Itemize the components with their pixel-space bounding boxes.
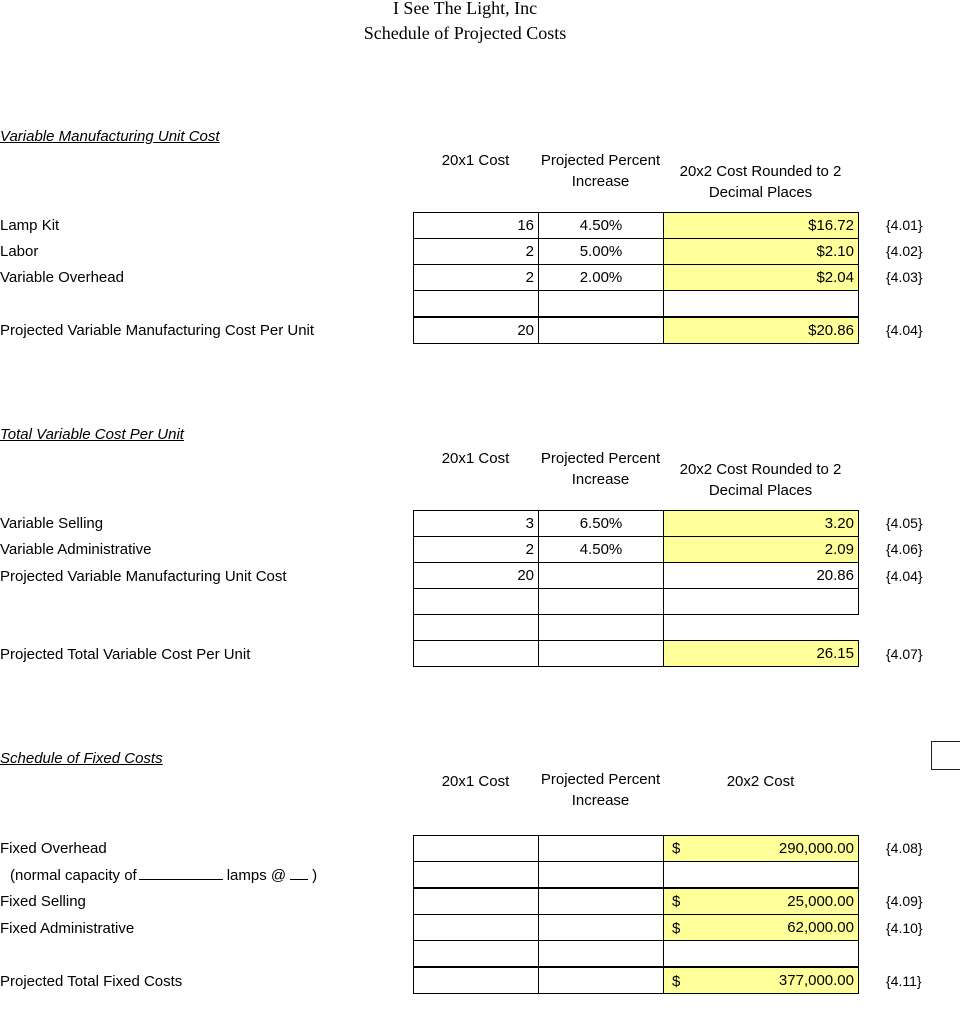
variable-selling-20x1[interactable]: 3 xyxy=(413,510,539,537)
tvc-col-pct: Projected Percent Increase xyxy=(540,450,661,488)
vmuc-total-label: Projected Variable Manufacturing Cost Per Unit xyxy=(0,322,315,339)
dollar-sign: $ xyxy=(672,893,681,910)
row-label-lamp-kit: Lamp Kit xyxy=(0,217,60,234)
fixed-col-20x1: 20x1 Cost xyxy=(441,773,510,790)
vmuc-total-20x1[interactable]: 20 xyxy=(413,317,539,344)
ref-variable-selling: {4.05} xyxy=(886,515,923,531)
vmuc-col-20x2: 20x2 Cost Rounded to 2 Decimal Places xyxy=(679,163,842,201)
empty-cell[interactable] xyxy=(538,588,664,615)
fixed-col-20x2: 20x2 Cost xyxy=(726,773,795,790)
variable-overhead-20x2[interactable]: $2.04 xyxy=(663,264,859,291)
vmuc-carry-20x2[interactable]: 20.86 xyxy=(663,562,859,589)
row-label-vmuc: Projected Variable Manufacturing Unit Cost xyxy=(0,568,287,585)
tvc-total-20x2[interactable]: 26.15 xyxy=(663,640,859,667)
empty-cell[interactable] xyxy=(413,614,539,641)
capacity-prefix: (normal capacity of xyxy=(10,867,137,884)
empty-cell[interactable] xyxy=(663,290,859,317)
row-label-variable-administrative: Variable Administrative xyxy=(0,541,152,558)
row-label-variable-selling: Variable Selling xyxy=(0,515,104,532)
schedule-title: Schedule of Projected Costs xyxy=(363,23,567,43)
variable-admin-20x1[interactable]: 2 xyxy=(413,536,539,563)
variable-admin-20x2[interactable]: 2.09 xyxy=(663,536,859,563)
tvc-total-label: Projected Total Variable Cost Per Unit xyxy=(0,646,251,663)
empty-cell[interactable] xyxy=(663,861,859,888)
vmuc-col-pct: Projected Percent Increase xyxy=(540,152,661,190)
empty-cell[interactable] xyxy=(538,614,664,641)
empty-cell[interactable] xyxy=(663,940,859,967)
empty-cell[interactable] xyxy=(413,967,539,994)
selected-cell-box[interactable] xyxy=(931,741,960,770)
empty-cell[interactable] xyxy=(538,317,664,344)
capacity-line xyxy=(10,867,317,884)
vmuc-carry-20x1[interactable]: 20 xyxy=(413,562,539,589)
tvc-col-20x2: 20x2 Cost Rounded to 2 Decimal Places xyxy=(679,461,842,499)
ref-fixed-admin: {4.10} xyxy=(886,920,923,936)
dollar-sign: $ xyxy=(672,920,681,937)
empty-cell[interactable] xyxy=(538,967,664,994)
vmuc-heading: Variable Manufacturing Unit Cost xyxy=(0,128,220,145)
capacity-blank[interactable] xyxy=(139,867,223,880)
ref-fixed-selling: {4.09} xyxy=(886,893,923,909)
variable-overhead-20x1[interactable]: 2 xyxy=(413,264,539,291)
row-label-variable-overhead: Variable Overhead xyxy=(0,269,124,286)
price-blank[interactable] xyxy=(290,867,308,880)
ref-variable-admin: {4.06} xyxy=(886,541,923,557)
capacity-suffix: ) xyxy=(312,867,318,884)
dollar-sign: $ xyxy=(672,840,681,857)
labor-20x1[interactable]: 2 xyxy=(413,238,539,265)
fixed-total-label: Projected Total Fixed Costs xyxy=(0,973,183,990)
labor-20x2[interactable]: $2.10 xyxy=(663,238,859,265)
ref-fixed-overhead: {4.08} xyxy=(886,840,923,856)
capacity-mid: lamps @ xyxy=(226,867,287,884)
empty-cell[interactable] xyxy=(413,290,539,317)
variable-admin-pct[interactable]: 4.50% xyxy=(538,536,664,563)
variable-overhead-pct[interactable]: 2.00% xyxy=(538,264,664,291)
empty-cell[interactable] xyxy=(413,940,539,967)
row-label-fixed-overhead: Fixed Overhead xyxy=(0,840,107,857)
empty-cell[interactable] xyxy=(663,588,859,615)
dollar-sign: $ xyxy=(672,973,681,990)
empty-cell[interactable] xyxy=(538,861,664,888)
fixed-heading: Schedule of Fixed Costs xyxy=(0,750,163,767)
empty-cell[interactable] xyxy=(413,914,539,941)
ref-vmuc-carry: {4.04} xyxy=(886,568,923,584)
variable-selling-pct[interactable]: 6.50% xyxy=(538,510,664,537)
empty-cell[interactable] xyxy=(413,588,539,615)
company-name: I See The Light, Inc xyxy=(392,0,538,18)
empty-cell[interactable] xyxy=(538,290,664,317)
vmuc-carry-pct[interactable] xyxy=(538,562,664,589)
ref-tvc-total: {4.07} xyxy=(886,646,923,662)
fixed-selling-20x2[interactable]: 25,000.00 xyxy=(663,888,859,915)
tvc-heading: Total Variable Cost Per Unit xyxy=(0,426,184,443)
variable-selling-20x2[interactable]: 3.20 xyxy=(663,510,859,537)
labor-pct[interactable]: 5.00% xyxy=(538,238,664,265)
empty-cell[interactable] xyxy=(538,835,664,862)
empty-cell[interactable] xyxy=(413,861,539,888)
vmuc-total-20x2[interactable]: $20.86 xyxy=(663,317,859,344)
fixed-total-20x2[interactable]: 377,000.00 xyxy=(663,967,859,994)
ref-labor: {4.02} xyxy=(886,243,923,259)
fixed-overhead-20x2[interactable]: 290,000.00 xyxy=(663,835,859,862)
ref-vmuc-total: {4.04} xyxy=(886,322,923,338)
lamp-kit-20x2[interactable]: $16.72 xyxy=(663,212,859,239)
vmuc-col-20x1: 20x1 Cost xyxy=(441,152,510,169)
fixed-admin-20x2[interactable]: 62,000.00 xyxy=(663,914,859,941)
row-label-fixed-admin: Fixed Administrative xyxy=(0,920,135,937)
fixed-col-pct: Projected Percent Increase xyxy=(540,771,661,809)
empty-cell[interactable] xyxy=(538,640,664,667)
row-label-fixed-selling: Fixed Selling xyxy=(0,893,86,910)
tvc-col-20x1: 20x1 Cost xyxy=(441,450,510,467)
row-label-labor: Labor xyxy=(0,243,39,260)
empty-cell[interactable] xyxy=(413,888,539,915)
lamp-kit-pct[interactable]: 4.50% xyxy=(538,212,664,239)
ref-fixed-total: {4.11} xyxy=(886,973,922,989)
empty-cell[interactable] xyxy=(538,940,664,967)
empty-cell[interactable] xyxy=(413,835,539,862)
empty-cell[interactable] xyxy=(538,914,664,941)
empty-cell[interactable] xyxy=(413,640,539,667)
ref-variable-overhead: {4.03} xyxy=(886,269,923,285)
lamp-kit-20x1[interactable]: 16 xyxy=(413,212,539,239)
ref-lamp-kit: {4.01} xyxy=(886,217,923,233)
empty-cell[interactable] xyxy=(538,888,664,915)
